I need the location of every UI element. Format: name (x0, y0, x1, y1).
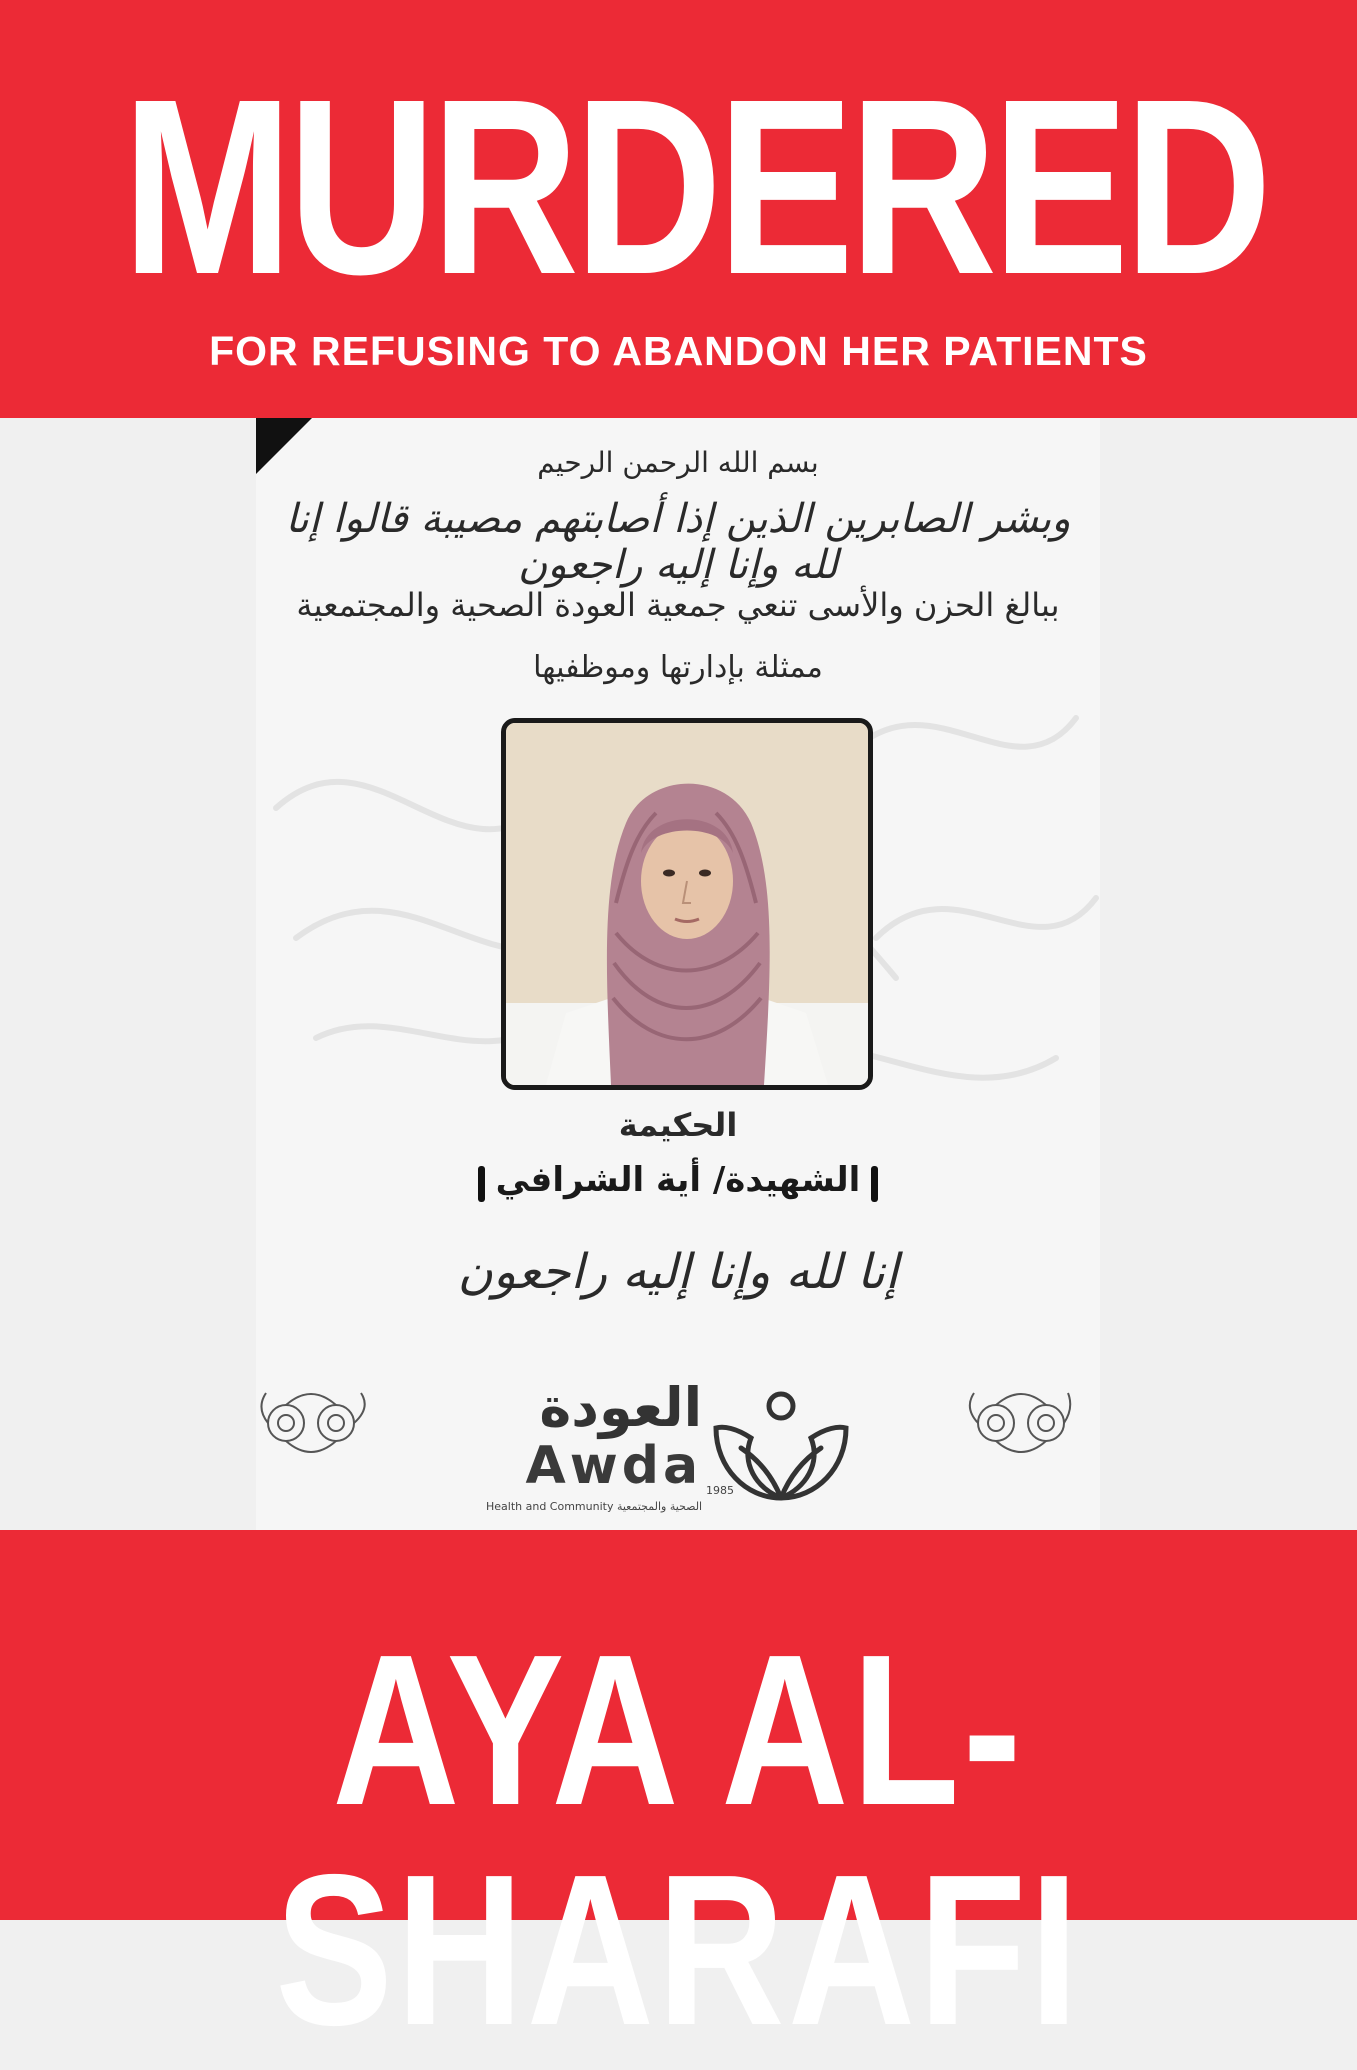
condolence-line-1: ببالغ الحزن والأسى تنعي جمعية العودة الصحية والمجتمعية (296, 586, 1060, 624)
condolence-line-2: ممثلة بإدارتها وموظفيها (533, 650, 823, 685)
floral-ornament-left (256, 1378, 376, 1468)
martyr-name-row (256, 1160, 1100, 1200)
obituary-card (256, 418, 1100, 1530)
victim-name: AYA AL-SHARAFI (275, 1609, 1082, 2070)
bottom-banner (0, 1530, 1357, 2070)
verse-bottom: إنا لله وإنا إليه راجعون (457, 1244, 899, 1300)
headline: MURDERED (122, 47, 1268, 326)
profession-title: الحكيمة (618, 1106, 738, 1144)
awda-logo-text (486, 1378, 702, 1513)
verse-top: وبشر الصابرين الذين إذا أصابتهم مصيبة قالوا إنا لله وإنا إليه راجعون (285, 496, 1071, 588)
portrait-photo (501, 718, 873, 1090)
top-banner (0, 0, 1357, 418)
portrait-illustration (506, 723, 868, 1085)
logo-subtitle: Health and Community الصحية والمجتمعية (486, 1500, 703, 1513)
logo-name-arabic: العودة (539, 1376, 703, 1439)
subheadline: FOR REFUSING TO ABANDON HER PATIENTS (209, 328, 1148, 374)
logo-year: 1985 (706, 1484, 734, 1497)
floral-ornament-right (956, 1378, 1076, 1468)
logo-name-english: Awda (525, 1436, 703, 1496)
martyr-name-arabic: الشهيدة/ أية الشرافي (478, 1160, 879, 1200)
awda-logo-icon (696, 1388, 866, 1508)
basmala: بسم الله الرحمن الرحيم (537, 446, 819, 479)
